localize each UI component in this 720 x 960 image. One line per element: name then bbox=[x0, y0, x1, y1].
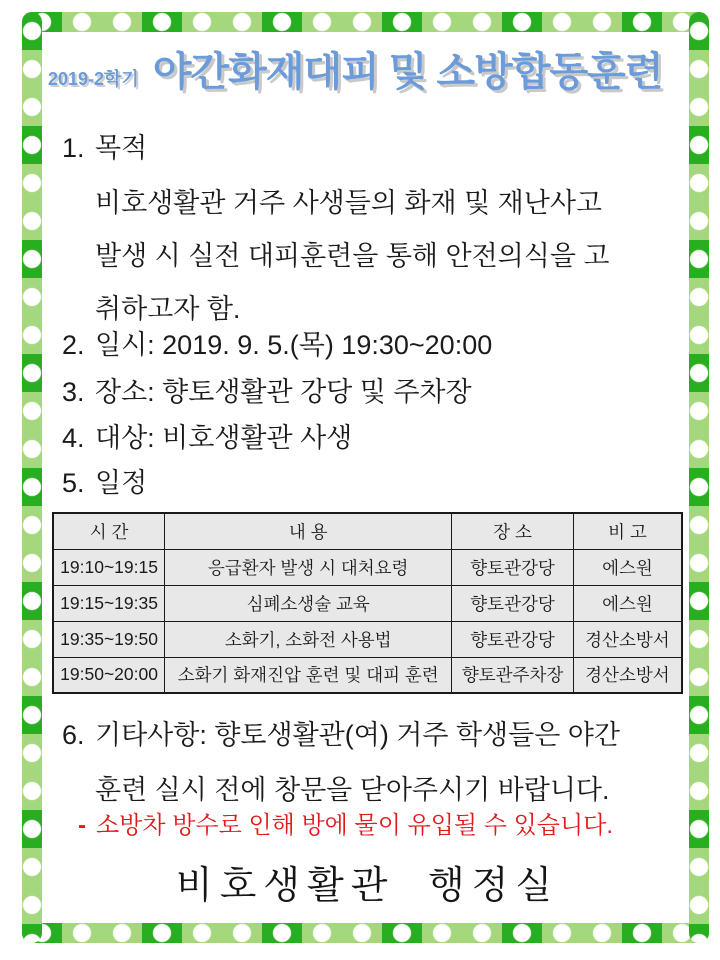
cell-time: 19:10~19:15 bbox=[53, 549, 165, 585]
org-signature: 비호생활관 행정실 bbox=[175, 865, 560, 907]
cell-place: 향토관강당 bbox=[452, 621, 574, 657]
column-header-note: 비 고 bbox=[573, 513, 682, 549]
etc-line: 기타사항: 향토생활관(여) 거주 학생들은 야간 bbox=[95, 720, 620, 750]
column-header-time: 시 간 bbox=[53, 513, 165, 549]
table-row bbox=[53, 657, 682, 693]
etc-line: 훈련 실시 전에 창문을 닫아주시기 바랍니다. bbox=[95, 775, 610, 805]
cell-desc: 응급환자 발생 시 대처요령 bbox=[165, 549, 452, 585]
cell-note: 경산소방서 bbox=[573, 657, 682, 693]
cell-note: 에스원 bbox=[573, 585, 682, 621]
item-number: 3. bbox=[62, 377, 85, 407]
item-number: 5. bbox=[62, 468, 85, 498]
cell-desc: 소화기, 소화전 사용법 bbox=[165, 621, 452, 657]
table-row bbox=[53, 621, 682, 657]
purpose-line: 발생 시 실전 대피훈련을 통해 안전의식을 고 bbox=[95, 241, 610, 271]
purpose-line: 비호생활관 거주 사생들의 화재 및 재난사고 bbox=[95, 188, 602, 218]
item-text: 대상: 비호생활관 사생 bbox=[95, 423, 353, 453]
page-title: 야간화재대피 및 소방합동훈련 bbox=[152, 50, 663, 94]
list-item-place bbox=[62, 374, 672, 410]
cell-time: 19:50~20:00 bbox=[53, 657, 165, 693]
warning-dash: - bbox=[78, 812, 86, 839]
column-header-desc: 내 용 bbox=[165, 513, 452, 549]
cell-desc: 심폐소생술 교육 bbox=[165, 585, 452, 621]
list-item-purpose bbox=[62, 130, 672, 166]
frame-border-right bbox=[689, 12, 709, 943]
item-number: 2. bbox=[62, 330, 85, 360]
header bbox=[48, 40, 672, 97]
cell-place: 향토관강당 bbox=[452, 549, 574, 585]
frame-border-bottom bbox=[22, 923, 709, 943]
list-item-etc bbox=[62, 708, 672, 818]
warning-note bbox=[78, 812, 648, 840]
cell-place: 향토관주차장 bbox=[452, 657, 574, 693]
schedule-table bbox=[52, 512, 683, 694]
table-row bbox=[53, 585, 682, 621]
list-item-datetime bbox=[62, 327, 672, 363]
etc-lines bbox=[95, 708, 620, 818]
item-number: 4. bbox=[62, 423, 85, 453]
cell-note: 에스원 bbox=[573, 549, 682, 585]
purpose-body bbox=[95, 177, 675, 336]
item-text: 장소: 향토생활관 강당 및 주차장 bbox=[95, 377, 472, 407]
list-item-schedule bbox=[62, 465, 672, 501]
frame-border-top bbox=[22, 12, 709, 32]
column-header-place: 장 소 bbox=[452, 513, 574, 549]
cell-note: 경산소방서 bbox=[573, 621, 682, 657]
warning-text: 소방차 방수로 인해 방에 물이 유입될 수 있습니다. bbox=[96, 812, 614, 839]
purpose-line: 취하고자 함. bbox=[95, 294, 241, 324]
frame-border-left bbox=[22, 12, 42, 943]
item-text: 일시: 2019. 9. 5.(목) 19:30~20:00 bbox=[95, 330, 493, 360]
item-number: 6. bbox=[62, 720, 85, 750]
cell-desc: 소화기 화재진압 훈련 및 대피 훈련 bbox=[165, 657, 452, 693]
table-header-row bbox=[53, 513, 682, 549]
cell-time: 19:35~19:50 bbox=[53, 621, 165, 657]
item-label: 목적 bbox=[95, 133, 148, 163]
item-text: 일정 bbox=[95, 468, 148, 498]
list-item-target bbox=[62, 420, 672, 456]
cell-time: 19:15~19:35 bbox=[53, 585, 165, 621]
table-row bbox=[53, 549, 682, 585]
semester-label: 2019-2학기 bbox=[48, 69, 139, 89]
item-number: 1. bbox=[62, 133, 85, 163]
cell-place: 향토관강당 bbox=[452, 585, 574, 621]
